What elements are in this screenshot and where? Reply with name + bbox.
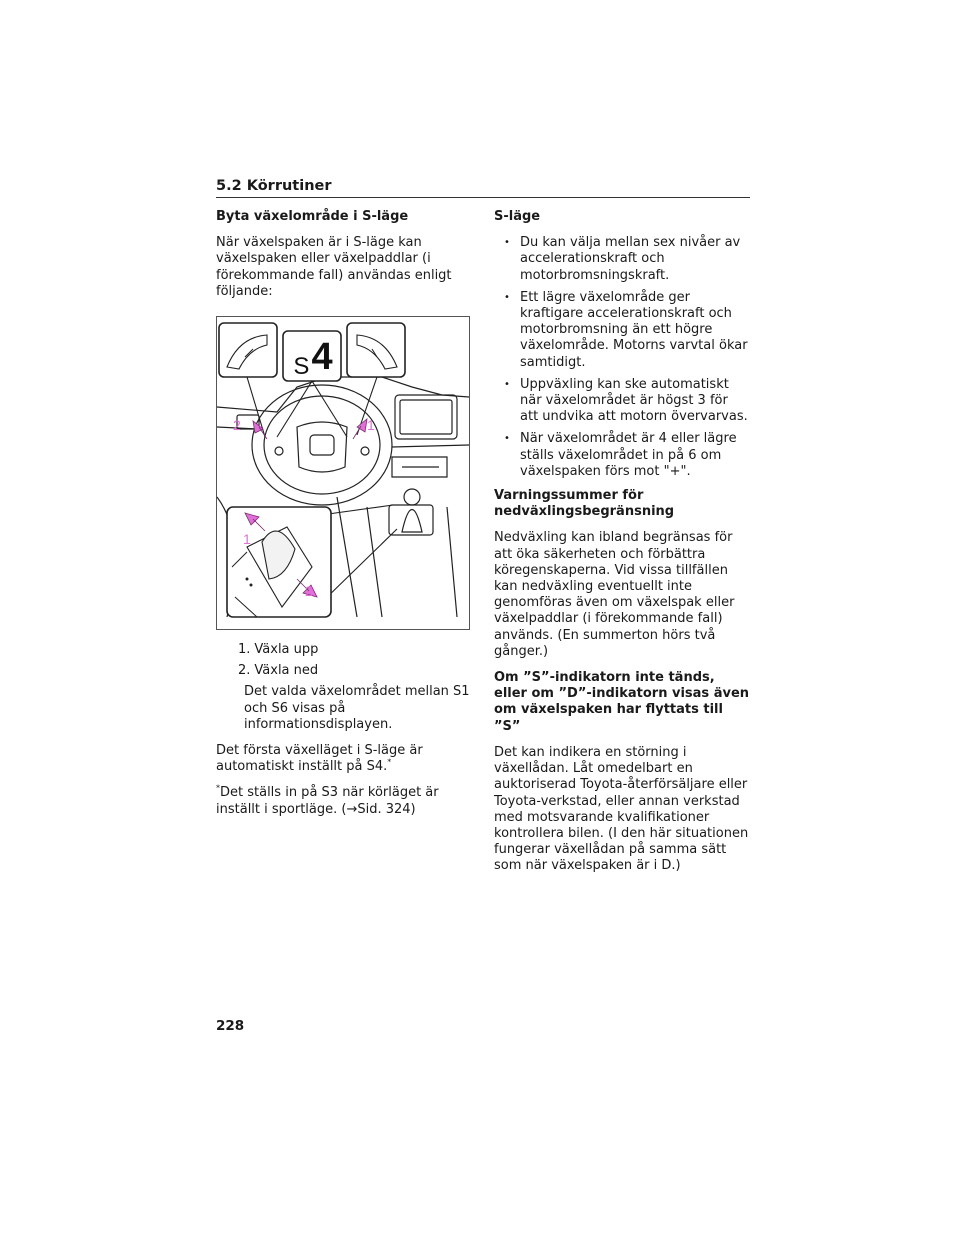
section-header xyxy=(216,178,750,198)
step-detail: Det valda växelområdet mellan S1 och S6 visas på informationsdisplayen. xyxy=(244,684,470,732)
section-title: 5.2 Körrutiner xyxy=(216,178,332,194)
heading-s-mode: S-läge xyxy=(494,209,541,224)
step-item xyxy=(238,642,472,658)
heading-change-gear: Byta växelområde i S-läge xyxy=(216,209,409,224)
arrow-upshift-paddle xyxy=(353,419,367,439)
callout-lever-up: 1 xyxy=(243,531,251,548)
inset-right-paddle xyxy=(347,323,405,377)
indicator-letter: S xyxy=(293,352,310,380)
bullet-item: • Du kan välja mellan sex nivåer av accelerationskraft och motorbromsningskraft. xyxy=(494,235,750,284)
heading-downshift-warning: Varningssummer för nedväxlingsbegränsning xyxy=(494,488,675,520)
gear-shift-illustration xyxy=(216,316,470,630)
step-text: Växla ned xyxy=(254,663,319,679)
note-text: Det första växelläget i S-läge är automatiskt inställt på S4. xyxy=(216,743,423,775)
right-column xyxy=(494,209,750,885)
callout-lever-down: 2 xyxy=(305,583,313,600)
footnote-text: Det ställs in på S3 när körläget är inställt i sportläge. (→Sid. 324) xyxy=(216,785,439,817)
steering-wheel xyxy=(252,385,392,505)
s4-indicator-text xyxy=(285,333,341,381)
footnote-mark: * xyxy=(216,784,220,794)
heading-indicator-fault: Om ”S”-indikatorn inte tänds, eller om ”D”-indikatorn visas även om växelspaken har flyttats till ”S” xyxy=(494,670,750,734)
step-text: Växla upp xyxy=(254,642,319,658)
leader-gear-bottom xyxy=(321,529,397,603)
callout-downshift-paddle: 2 xyxy=(233,417,241,434)
steps-list xyxy=(216,642,472,679)
step-number: 1. xyxy=(238,642,251,658)
step-number: 2. xyxy=(238,663,251,679)
bullet-item: • Uppväxling kan ske automatiskt när växelområdet är högst 3 för att undvika att motorn övervarvas. xyxy=(494,377,750,426)
bullet-item: • Ett lägre växelområde ger kraftigare accelerationskraft och motorbromsning än ett högre växelområde. Motorns varvtal ökar samtidigt. xyxy=(494,290,750,371)
footnote-paragraph xyxy=(216,785,472,817)
s-mode-bullets xyxy=(494,235,750,480)
infotainment-screen xyxy=(395,395,457,439)
fault-paragraph: Det kan indikera en störning i växellådan. Låt omedelbart en auktoriserad Toyota-återförsäljare eller Toyota-verkstad, eller annan verkstad med motsvarande kvalifikationer kontrollera bilen. (I den här situationen fungerar växellådan på samma sätt som när växelspaken är i D.) xyxy=(494,744,749,874)
center-console xyxy=(367,507,457,617)
inset-left-paddle xyxy=(219,323,277,377)
left-column xyxy=(216,209,472,828)
callout-upshift-paddle: 1 xyxy=(367,417,375,434)
note-mark: * xyxy=(387,757,392,767)
gear-lever xyxy=(402,510,422,533)
arrow-downshift-paddle xyxy=(253,421,267,439)
steering-hub xyxy=(297,422,347,472)
step-item xyxy=(238,663,472,679)
inset-shift-lever xyxy=(227,507,331,617)
bullet-item: • När växelområdet är 4 eller lägre ställs växelområdet in på 6 om växelspaken förs mot "+". xyxy=(494,431,750,480)
downshift-paragraph: Nedväxling kan ibland begränsas för att öka säkerheten och förbättra köregenskaperna. Vid vissa tillfällen kan nedväxling eventuellt inte genomföras även om växelspak eller växelpaddlar (i förekommande fall) används. (En summerton hörs två gånger.) xyxy=(494,530,735,659)
illustration-svg xyxy=(217,317,469,629)
note-paragraph xyxy=(216,743,472,775)
indicator-number: 4 xyxy=(311,335,333,378)
intro-paragraph: När växelspaken är i S-läge kan växelspaken eller växelpaddlar (i förekommande fall) användas enligt följande: xyxy=(216,235,452,299)
page-number: 228 xyxy=(216,1018,245,1034)
